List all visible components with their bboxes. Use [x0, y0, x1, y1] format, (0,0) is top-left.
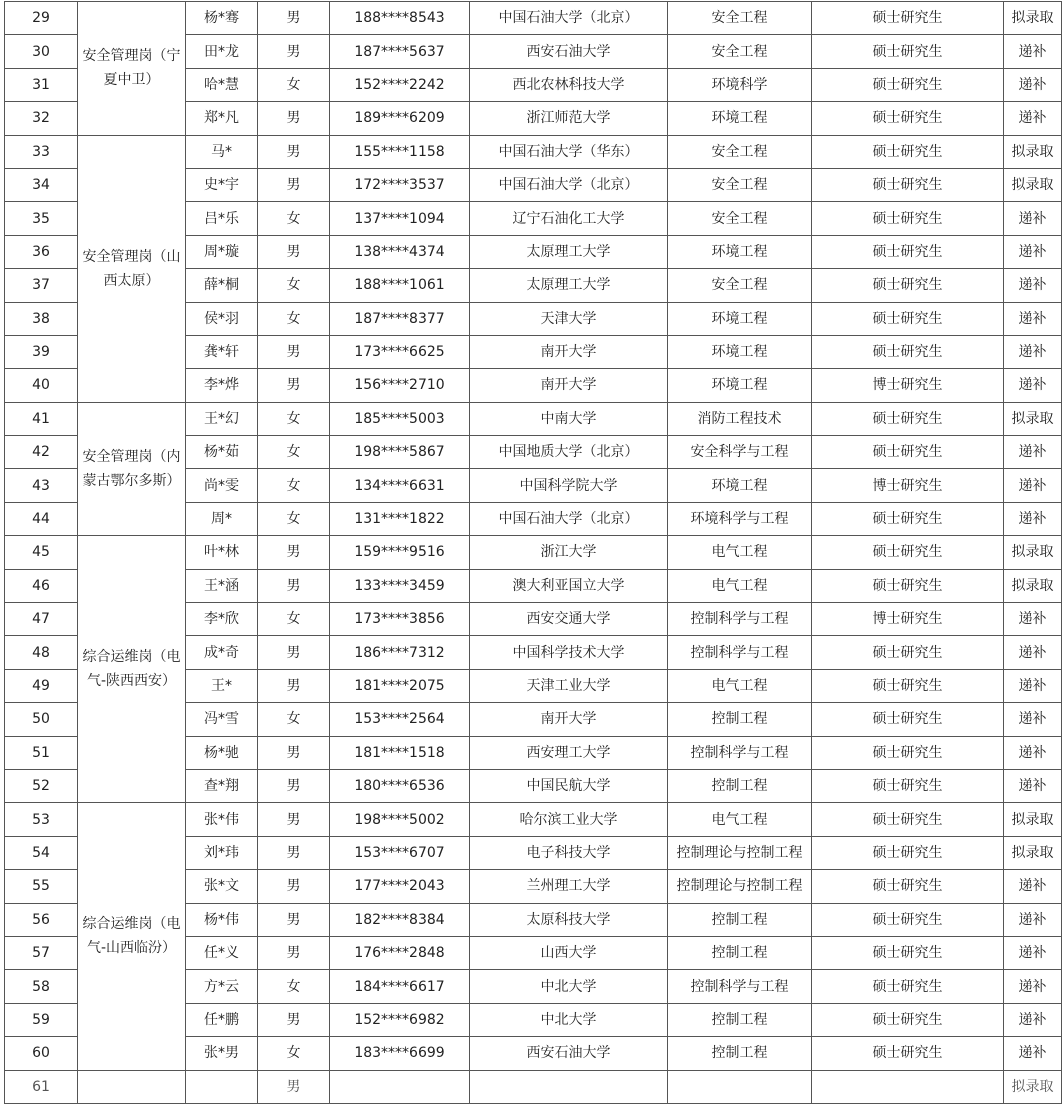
gender-cell: 女: [258, 302, 330, 335]
gender-cell: 女: [258, 402, 330, 435]
gender-cell: 女: [258, 202, 330, 235]
major-cell: 安全工程: [668, 202, 812, 235]
major-cell: 环境工程: [668, 469, 812, 502]
school-cell: 西安理工大学: [470, 736, 668, 769]
degree-cell: 硕士研究生: [812, 168, 1004, 201]
index-cell: 42: [5, 436, 78, 469]
major-cell: 控制科学与工程: [668, 736, 812, 769]
name-cell: 刘*玮: [186, 836, 258, 869]
major-cell: 安全工程: [668, 269, 812, 302]
gender-cell: 女: [258, 436, 330, 469]
name-cell: [186, 1070, 258, 1103]
gender-cell: 男: [258, 936, 330, 969]
name-cell: 哈*慧: [186, 68, 258, 101]
status-cell: 递补: [1004, 1037, 1062, 1070]
school-cell: 太原理工大学: [470, 235, 668, 268]
status-cell: 递补: [1004, 703, 1062, 736]
degree-cell: 硕士研究生: [812, 803, 1004, 836]
school-cell: 南开大学: [470, 703, 668, 736]
table-row: [5, 402, 1062, 435]
index-cell: 61: [5, 1070, 78, 1103]
index-cell: 45: [5, 536, 78, 569]
degree-cell: 硕士研究生: [812, 1037, 1004, 1070]
school-cell: 中国科学院大学: [470, 469, 668, 502]
gender-cell: 男: [258, 335, 330, 368]
phone-cell: 134****6631: [330, 469, 470, 502]
major-cell: 控制科学与工程: [668, 603, 812, 636]
index-cell: 43: [5, 469, 78, 502]
phone-cell: 159****9516: [330, 536, 470, 569]
phone-cell: 187****5637: [330, 35, 470, 68]
gender-cell: 男: [258, 836, 330, 869]
status-cell: 递补: [1004, 235, 1062, 268]
status-cell: 递补: [1004, 502, 1062, 535]
name-cell: 张*男: [186, 1037, 258, 1070]
degree-cell: 硕士研究生: [812, 102, 1004, 135]
name-cell: 杨*驰: [186, 736, 258, 769]
name-cell: 王*幻: [186, 402, 258, 435]
school-cell: 中北大学: [470, 970, 668, 1003]
table-body: [5, 2, 1062, 1104]
post-cell: [78, 1070, 186, 1103]
name-cell: 龚*轩: [186, 335, 258, 368]
post-cell: 安全管理岗（内蒙古鄂尔多斯）: [78, 402, 186, 536]
phone-cell: 153****6707: [330, 836, 470, 869]
status-cell: 递补: [1004, 669, 1062, 702]
degree-cell: 硕士研究生: [812, 936, 1004, 969]
gender-cell: 女: [258, 1037, 330, 1070]
index-cell: 55: [5, 870, 78, 903]
status-cell: 拟录取: [1004, 135, 1062, 168]
gender-cell: 男: [258, 102, 330, 135]
name-cell: 薛*桐: [186, 269, 258, 302]
status-cell: 拟录取: [1004, 803, 1062, 836]
post-cell: 安全管理岗（宁夏中卫）: [78, 2, 186, 136]
school-cell: 南开大学: [470, 369, 668, 402]
major-cell: 消防工程技术: [668, 402, 812, 435]
school-cell: 中国民航大学: [470, 769, 668, 802]
phone-cell: 137****1094: [330, 202, 470, 235]
index-cell: 30: [5, 35, 78, 68]
phone-cell: 131****1822: [330, 502, 470, 535]
degree-cell: 硕士研究生: [812, 402, 1004, 435]
gender-cell: 男: [258, 669, 330, 702]
degree-cell: 硕士研究生: [812, 436, 1004, 469]
index-cell: 53: [5, 803, 78, 836]
phone-cell: 187****8377: [330, 302, 470, 335]
table-row: [5, 135, 1062, 168]
post-cell: 安全管理岗（山西太原）: [78, 135, 186, 402]
phone-cell: 184****6617: [330, 970, 470, 1003]
degree-cell: 硕士研究生: [812, 2, 1004, 35]
status-cell: 递补: [1004, 102, 1062, 135]
name-cell: 吕*乐: [186, 202, 258, 235]
name-cell: 杨*茹: [186, 436, 258, 469]
index-cell: 41: [5, 402, 78, 435]
school-cell: 浙江大学: [470, 536, 668, 569]
status-cell: 递补: [1004, 335, 1062, 368]
major-cell: 电气工程: [668, 803, 812, 836]
gender-cell: 男: [258, 803, 330, 836]
gender-cell: 男: [258, 870, 330, 903]
phone-cell: 155****1158: [330, 135, 470, 168]
index-cell: 29: [5, 2, 78, 35]
major-cell: 电气工程: [668, 569, 812, 602]
name-cell: 尚*雯: [186, 469, 258, 502]
name-cell: 周*: [186, 502, 258, 535]
major-cell: 安全工程: [668, 35, 812, 68]
status-cell: 递补: [1004, 736, 1062, 769]
gender-cell: 女: [258, 970, 330, 1003]
gender-cell: 男: [258, 903, 330, 936]
index-cell: 52: [5, 769, 78, 802]
status-cell: 递补: [1004, 469, 1062, 502]
major-cell: 安全工程: [668, 2, 812, 35]
status-cell: 递补: [1004, 436, 1062, 469]
gender-cell: 男: [258, 536, 330, 569]
phone-cell: 173****3856: [330, 603, 470, 636]
school-cell: 中北大学: [470, 1003, 668, 1036]
degree-cell: [812, 1070, 1004, 1103]
index-cell: 57: [5, 936, 78, 969]
degree-cell: 硕士研究生: [812, 769, 1004, 802]
index-cell: 47: [5, 603, 78, 636]
degree-cell: 硕士研究生: [812, 703, 1004, 736]
major-cell: [668, 1070, 812, 1103]
gender-cell: 女: [258, 502, 330, 535]
name-cell: 冯*雪: [186, 703, 258, 736]
index-cell: 54: [5, 836, 78, 869]
major-cell: 电气工程: [668, 669, 812, 702]
school-cell: 天津大学: [470, 302, 668, 335]
phone-cell: 138****4374: [330, 235, 470, 268]
index-cell: 46: [5, 569, 78, 602]
school-cell: 中南大学: [470, 402, 668, 435]
major-cell: 控制工程: [668, 703, 812, 736]
name-cell: 张*伟: [186, 803, 258, 836]
name-cell: 任*鹏: [186, 1003, 258, 1036]
index-cell: 56: [5, 903, 78, 936]
major-cell: 控制工程: [668, 1037, 812, 1070]
post-cell: 综合运维岗（电气-陕西西安）: [78, 536, 186, 803]
phone-cell: 198****5867: [330, 436, 470, 469]
degree-cell: 硕士研究生: [812, 68, 1004, 101]
school-cell: [470, 1070, 668, 1103]
phone-cell: 172****3537: [330, 168, 470, 201]
degree-cell: 硕士研究生: [812, 736, 1004, 769]
gender-cell: 男: [258, 2, 330, 35]
phone-cell: 176****2848: [330, 936, 470, 969]
index-cell: 40: [5, 369, 78, 402]
index-cell: 58: [5, 970, 78, 1003]
gender-cell: 男: [258, 235, 330, 268]
major-cell: 环境工程: [668, 302, 812, 335]
index-cell: 44: [5, 502, 78, 535]
school-cell: 中国石油大学（华东）: [470, 135, 668, 168]
name-cell: 李*烨: [186, 369, 258, 402]
phone-cell: 152****2242: [330, 68, 470, 101]
phone-cell: 181****2075: [330, 669, 470, 702]
results-table: [4, 1, 1062, 1104]
school-cell: 哈尔滨工业大学: [470, 803, 668, 836]
degree-cell: 硕士研究生: [812, 135, 1004, 168]
degree-cell: 硕士研究生: [812, 202, 1004, 235]
major-cell: 控制工程: [668, 936, 812, 969]
phone-cell: 152****6982: [330, 1003, 470, 1036]
status-cell: 递补: [1004, 202, 1062, 235]
name-cell: 杨*骞: [186, 2, 258, 35]
status-cell: 递补: [1004, 870, 1062, 903]
degree-cell: 博士研究生: [812, 369, 1004, 402]
school-cell: 中国科学技术大学: [470, 636, 668, 669]
degree-cell: 硕士研究生: [812, 1003, 1004, 1036]
major-cell: 控制理论与控制工程: [668, 870, 812, 903]
gender-cell: 男: [258, 35, 330, 68]
degree-cell: 硕士研究生: [812, 35, 1004, 68]
name-cell: 郑*凡: [186, 102, 258, 135]
status-cell: 递补: [1004, 970, 1062, 1003]
status-cell: 递补: [1004, 936, 1062, 969]
gender-cell: 男: [258, 369, 330, 402]
phone-cell: 188****1061: [330, 269, 470, 302]
gender-cell: 女: [258, 603, 330, 636]
name-cell: 查*翔: [186, 769, 258, 802]
gender-cell: 女: [258, 469, 330, 502]
degree-cell: 硕士研究生: [812, 269, 1004, 302]
status-cell: 递补: [1004, 269, 1062, 302]
school-cell: 中国地质大学（北京）: [470, 436, 668, 469]
name-cell: 任*义: [186, 936, 258, 969]
post-cell: 综合运维岗（电气-山西临汾）: [78, 803, 186, 1070]
name-cell: 田*龙: [186, 35, 258, 68]
phone-cell: 185****5003: [330, 402, 470, 435]
status-cell: 递补: [1004, 903, 1062, 936]
status-cell: 递补: [1004, 35, 1062, 68]
degree-cell: 硕士研究生: [812, 636, 1004, 669]
school-cell: 中国石油大学（北京）: [470, 168, 668, 201]
school-cell: 中国石油大学（北京）: [470, 502, 668, 535]
degree-cell: 博士研究生: [812, 603, 1004, 636]
phone-cell: 153****2564: [330, 703, 470, 736]
major-cell: 安全工程: [668, 135, 812, 168]
gender-cell: 男: [258, 1070, 330, 1103]
phone-cell: 133****3459: [330, 569, 470, 602]
degree-cell: 硕士研究生: [812, 536, 1004, 569]
status-cell: 拟录取: [1004, 2, 1062, 35]
index-cell: 32: [5, 102, 78, 135]
school-cell: 兰州理工大学: [470, 870, 668, 903]
name-cell: 成*奇: [186, 636, 258, 669]
phone-cell: 180****6536: [330, 769, 470, 802]
results-table-container: [4, 1, 1062, 1104]
status-cell: 拟录取: [1004, 402, 1062, 435]
phone-cell: [330, 1070, 470, 1103]
degree-cell: 硕士研究生: [812, 669, 1004, 702]
name-cell: 王*涵: [186, 569, 258, 602]
name-cell: 张*文: [186, 870, 258, 903]
gender-cell: 女: [258, 68, 330, 101]
phone-cell: 186****7312: [330, 636, 470, 669]
major-cell: 电气工程: [668, 536, 812, 569]
phone-cell: 182****8384: [330, 903, 470, 936]
name-cell: 李*欣: [186, 603, 258, 636]
school-cell: 西北农林科技大学: [470, 68, 668, 101]
index-cell: 38: [5, 302, 78, 335]
phone-cell: 189****6209: [330, 102, 470, 135]
major-cell: 环境工程: [668, 235, 812, 268]
status-cell: 递补: [1004, 1003, 1062, 1036]
phone-cell: 183****6699: [330, 1037, 470, 1070]
school-cell: 南开大学: [470, 335, 668, 368]
degree-cell: 硕士研究生: [812, 302, 1004, 335]
table-row-partial: [5, 1070, 1062, 1103]
degree-cell: 硕士研究生: [812, 235, 1004, 268]
phone-cell: 156****2710: [330, 369, 470, 402]
status-cell: 递补: [1004, 769, 1062, 802]
name-cell: 侯*羽: [186, 302, 258, 335]
major-cell: 控制工程: [668, 1003, 812, 1036]
name-cell: 马*: [186, 135, 258, 168]
index-cell: 48: [5, 636, 78, 669]
major-cell: 安全工程: [668, 168, 812, 201]
name-cell: 史*宇: [186, 168, 258, 201]
gender-cell: 男: [258, 636, 330, 669]
index-cell: 60: [5, 1037, 78, 1070]
major-cell: 控制科学与工程: [668, 970, 812, 1003]
status-cell: 递补: [1004, 68, 1062, 101]
school-cell: 山西大学: [470, 936, 668, 969]
gender-cell: 男: [258, 569, 330, 602]
school-cell: 澳大利亚国立大学: [470, 569, 668, 602]
status-cell: 递补: [1004, 302, 1062, 335]
phone-cell: 177****2043: [330, 870, 470, 903]
degree-cell: 硕士研究生: [812, 903, 1004, 936]
school-cell: 西安石油大学: [470, 35, 668, 68]
school-cell: 西安石油大学: [470, 1037, 668, 1070]
phone-cell: 198****5002: [330, 803, 470, 836]
degree-cell: 硕士研究生: [812, 870, 1004, 903]
major-cell: 控制科学与工程: [668, 636, 812, 669]
name-cell: 杨*伟: [186, 903, 258, 936]
index-cell: 36: [5, 235, 78, 268]
status-cell: 递补: [1004, 603, 1062, 636]
index-cell: 51: [5, 736, 78, 769]
school-cell: 太原科技大学: [470, 903, 668, 936]
table-row: [5, 2, 1062, 35]
major-cell: 环境工程: [668, 369, 812, 402]
table-row: [5, 536, 1062, 569]
degree-cell: 硕士研究生: [812, 970, 1004, 1003]
name-cell: 方*云: [186, 970, 258, 1003]
major-cell: 环境科学与工程: [668, 502, 812, 535]
index-cell: 37: [5, 269, 78, 302]
school-cell: 电子科技大学: [470, 836, 668, 869]
gender-cell: 男: [258, 135, 330, 168]
major-cell: 环境科学: [668, 68, 812, 101]
major-cell: 环境工程: [668, 102, 812, 135]
status-cell: 拟录取: [1004, 168, 1062, 201]
index-cell: 33: [5, 135, 78, 168]
status-cell: 拟录取: [1004, 1070, 1062, 1103]
school-cell: 辽宁石油化工大学: [470, 202, 668, 235]
index-cell: 31: [5, 68, 78, 101]
status-cell: 递补: [1004, 636, 1062, 669]
index-cell: 39: [5, 335, 78, 368]
major-cell: 环境工程: [668, 335, 812, 368]
index-cell: 34: [5, 168, 78, 201]
school-cell: 中国石油大学（北京）: [470, 2, 668, 35]
degree-cell: 博士研究生: [812, 469, 1004, 502]
degree-cell: 硕士研究生: [812, 569, 1004, 602]
status-cell: 递补: [1004, 369, 1062, 402]
major-cell: 控制理论与控制工程: [668, 836, 812, 869]
index-cell: 35: [5, 202, 78, 235]
phone-cell: 181****1518: [330, 736, 470, 769]
table-row: [5, 803, 1062, 836]
school-cell: 天津工业大学: [470, 669, 668, 702]
degree-cell: 硕士研究生: [812, 335, 1004, 368]
degree-cell: 硕士研究生: [812, 502, 1004, 535]
gender-cell: 男: [258, 736, 330, 769]
degree-cell: 硕士研究生: [812, 836, 1004, 869]
phone-cell: 173****6625: [330, 335, 470, 368]
gender-cell: 女: [258, 703, 330, 736]
index-cell: 50: [5, 703, 78, 736]
gender-cell: 女: [258, 269, 330, 302]
gender-cell: 男: [258, 769, 330, 802]
status-cell: 拟录取: [1004, 536, 1062, 569]
name-cell: 王*: [186, 669, 258, 702]
name-cell: 周*璇: [186, 235, 258, 268]
status-cell: 拟录取: [1004, 569, 1062, 602]
phone-cell: 188****8543: [330, 2, 470, 35]
name-cell: 叶*林: [186, 536, 258, 569]
status-cell: 拟录取: [1004, 836, 1062, 869]
major-cell: 控制工程: [668, 769, 812, 802]
gender-cell: 男: [258, 1003, 330, 1036]
school-cell: 太原理工大学: [470, 269, 668, 302]
gender-cell: 男: [258, 168, 330, 201]
school-cell: 西安交通大学: [470, 603, 668, 636]
major-cell: 安全科学与工程: [668, 436, 812, 469]
major-cell: 控制工程: [668, 903, 812, 936]
school-cell: 浙江师范大学: [470, 102, 668, 135]
index-cell: 49: [5, 669, 78, 702]
index-cell: 59: [5, 1003, 78, 1036]
